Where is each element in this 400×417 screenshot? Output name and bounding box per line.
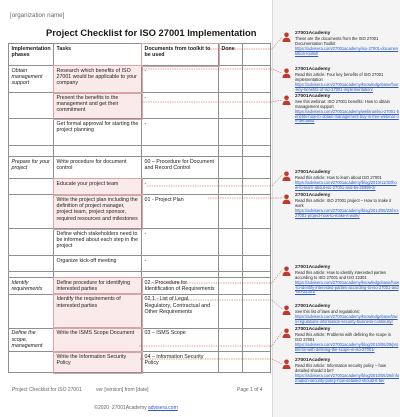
table-row <box>9 294 271 328</box>
done-cell[interactable] <box>219 146 243 157</box>
document-cell: 04 – Information Security Policy <box>142 352 219 373</box>
copyright-year: ©2020 <box>94 405 110 411</box>
comment-balloon[interactable] <box>282 265 399 295</box>
task-cell: Write procedure for document control <box>54 157 142 179</box>
copyright-company: 27001Academy <box>111 405 147 411</box>
comment-link[interactable]: https://advisera.com/27001academy/knowledgebase/how-to-identify-interested-parties-according-to-iso-27001-and-iso-22301/ <box>295 279 399 295</box>
user-icon <box>282 305 291 315</box>
comment-link[interactable]: https://advisera.com/27001academy/blog/2010/06/29/problems-with-defining-the-scope-in-iso-27001/ <box>295 341 399 352</box>
done-cell[interactable] <box>219 66 243 93</box>
task-cell[interactable]: Identify the requirements of interested parties <box>54 294 142 328</box>
done-cell[interactable] <box>219 119 243 146</box>
header-done: Done <box>219 44 243 66</box>
done-cell[interactable] <box>219 352 243 373</box>
comment-link[interactable]: https://advisera.com/27001academy/blog/2010/11/30/how-to-learn-about-iso-27001-and-bs-25999-2/ <box>295 179 397 190</box>
task-cell: Define which stakeholders need to be informed about each step in the project <box>54 229 142 256</box>
done-cell[interactable] <box>219 229 243 256</box>
comment-author: 27001Academy <box>295 31 331 36</box>
phase-cell: Define the scope, management <box>9 328 54 351</box>
comment-link[interactable]: https://advisera.com/27001academy/knowledgebase/four-key-benefits-of-iso-27001-implementation/ <box>295 81 399 92</box>
phase-cell: Identify requirements <box>9 278 54 295</box>
done-cell[interactable] <box>219 195 243 229</box>
footer-document-name: Project Checklist for ISO 27001 <box>12 387 82 393</box>
document-cell: 02.1 - List of Legal, Regulatory, Contractual and Other Requirements <box>142 294 219 328</box>
document-cell: - <box>142 256 219 272</box>
done-cell[interactable] <box>219 256 243 272</box>
extra-cell <box>243 229 271 256</box>
header-extra <box>243 44 271 66</box>
comment-text: Read this article: Information security policy – how detailed should it be? <box>295 362 387 373</box>
table-row <box>9 179 271 195</box>
user-icon <box>282 194 291 204</box>
extra-cell <box>243 278 271 295</box>
footer-version: ver [version] from [date] <box>96 387 149 393</box>
done-cell[interactable] <box>219 294 243 328</box>
user-icon <box>282 359 291 369</box>
comment-author: 27001Academy <box>295 170 331 175</box>
phase-cell <box>9 146 54 157</box>
comment-balloon[interactable] <box>282 67 399 92</box>
task-cell[interactable]: Research which benefits of ISO 27001 would be applicable to your company <box>54 66 142 93</box>
document-cell: 02 - Procedure for Identification of Requirements <box>142 278 219 295</box>
document-cell: 03 – ISMS Scope <box>142 328 219 351</box>
phase-cell <box>9 256 54 272</box>
document-cell: 01 - Project Plan <box>142 195 219 229</box>
comment-balloon[interactable] <box>282 327 399 352</box>
comment-text: Read this article: How to identify interested parties according to ISO 27001 and ISO 22301 <box>295 269 387 280</box>
comment-text: See this list of laws and regulations: <box>295 308 361 314</box>
table-row <box>9 146 271 157</box>
phase-cell <box>9 352 54 373</box>
phase-cell <box>9 294 54 328</box>
phase-cell: Prepare for your project <box>9 157 54 179</box>
document-cell: - <box>142 93 219 119</box>
document-cell: - <box>142 119 219 146</box>
comment-text: Read this article: Problems with defining the scope in ISO 27001 <box>295 331 392 342</box>
document-cell: - <box>142 229 219 256</box>
done-cell[interactable] <box>219 278 243 295</box>
comment-text: See this webinar: ISO 27001 benefits: How to obtain management support <box>295 98 390 109</box>
task-cell[interactable]: Write the project plan including the definition of project manager, project team, project sponsor, required resources and milestones <box>54 195 142 229</box>
comment-link[interactable]: https://advisera.com/27001academy/webinar/iso-27001-benefits-how-to-obtain-management-buy-in-free-webinar-on-demand/ <box>295 108 399 124</box>
extra-cell <box>243 119 271 146</box>
user-icon <box>282 171 291 181</box>
footer-page-number: Page 1 of 4 <box>237 387 263 393</box>
comment-balloon[interactable] <box>282 193 399 218</box>
comment-author: 27001Academy <box>295 358 331 363</box>
extra-cell <box>243 294 271 328</box>
comment-balloon[interactable] <box>282 170 399 191</box>
phase-cell <box>9 179 54 195</box>
document-cell: - <box>142 179 219 195</box>
checklist-table <box>8 43 271 373</box>
comment-text: Read this article: ISO 27001 project – How to make it work <box>295 197 392 208</box>
comment-author: 27001Academy <box>295 193 331 198</box>
table-row <box>9 328 271 351</box>
user-icon <box>282 95 291 105</box>
comment-text: Read this article: Four key benefits of ISO 27001 implementation <box>295 71 384 82</box>
done-cell[interactable] <box>219 179 243 195</box>
comment-link[interactable]: https://advisera.com/27001academy/blog/2014/06/23/iso-27001-project-how-to-make-it-work/ <box>295 207 400 218</box>
document-cell <box>142 146 219 157</box>
table-row <box>9 256 271 272</box>
comment-author: 27001Academy <box>295 265 331 270</box>
organization-name[interactable]: [organization name] <box>10 12 65 19</box>
comment-balloon[interactable] <box>282 304 399 325</box>
done-cell[interactable] <box>219 328 243 351</box>
extra-cell <box>243 66 271 93</box>
copyright-link[interactable]: advisera.com <box>148 405 178 411</box>
comment-text: These are the documents from the ISO 27001 Documentation Toolkit <box>295 35 379 46</box>
extra-cell <box>243 256 271 272</box>
comment-balloon[interactable] <box>282 31 399 56</box>
document-title: Project Checklist for ISO 27001 Implementation <box>46 27 257 38</box>
table-row <box>9 119 271 146</box>
extra-cell <box>243 328 271 351</box>
comment-link[interactable]: https://advisera.com/27001academy/iso-27001-documentation-toolkit/ <box>295 45 399 56</box>
extra-cell <box>243 157 271 179</box>
phase-cell <box>9 229 54 256</box>
phase-cell <box>9 195 54 229</box>
user-icon <box>282 68 291 78</box>
comment-link[interactable]: https://advisera.com/27001academy/blog/2010/05/26/information-security-policy-how-detailed-should-it-be/ <box>295 372 400 383</box>
table-row <box>9 66 271 93</box>
table-row <box>9 352 271 373</box>
table-row <box>9 93 271 119</box>
user-icon <box>282 266 291 276</box>
task-cell[interactable]: Write the Information Security Policy <box>54 352 142 373</box>
task-cell[interactable]: Write the ISMS Scope Document <box>54 328 142 351</box>
table-row <box>9 195 271 229</box>
table-row <box>9 157 271 179</box>
comment-balloon[interactable] <box>282 358 399 383</box>
comment-author: 27001Academy <box>295 94 331 99</box>
header-tasks: Tasks <box>54 44 142 66</box>
extra-cell <box>243 146 271 157</box>
extra-cell <box>243 195 271 229</box>
comment-balloon[interactable] <box>282 94 399 124</box>
header-phases: Implementation phases <box>9 44 54 66</box>
user-icon <box>282 328 291 338</box>
done-cell[interactable] <box>219 157 243 179</box>
task-cell: Get formal approval for starting the project planning <box>54 119 142 146</box>
table-header-row <box>9 44 271 66</box>
phase-cell: Obtain management support <box>9 66 54 93</box>
comment-author: 27001Academy <box>295 67 331 72</box>
document-cell: 00 – Procedure for Document and Record Control <box>142 157 219 179</box>
comment-link[interactable]: https://advisera.com/27001academy/knowledgebase/laws-regulations-information-security-business-continuity/ <box>295 313 398 324</box>
task-cell: Organize kick-off meeting <box>54 256 142 272</box>
comment-author: 27001Academy <box>295 304 331 309</box>
table-row <box>9 278 271 295</box>
footer-copyright <box>0 405 272 411</box>
extra-cell <box>243 93 271 119</box>
comment-author: 27001Academy <box>295 327 331 332</box>
task-cell[interactable]: Present the benefits to the management and get their commitment <box>54 93 142 119</box>
phase-cell <box>9 119 54 146</box>
task-cell <box>54 146 142 157</box>
extra-cell <box>243 352 271 373</box>
table-row <box>9 229 271 256</box>
comment-text: Read this article: How to learn about ISO 27001 <box>295 174 382 180</box>
extra-cell <box>243 179 271 195</box>
user-icon <box>282 32 291 42</box>
document-cell: - <box>142 66 219 93</box>
header-documents[interactable]: Documents from toolkit to be used <box>142 44 219 66</box>
task-cell[interactable]: Define procedure for identifying interested parties <box>54 278 142 295</box>
phase-cell <box>9 93 54 119</box>
task-cell[interactable]: Educate your project team <box>54 179 142 195</box>
done-cell[interactable] <box>219 93 243 119</box>
